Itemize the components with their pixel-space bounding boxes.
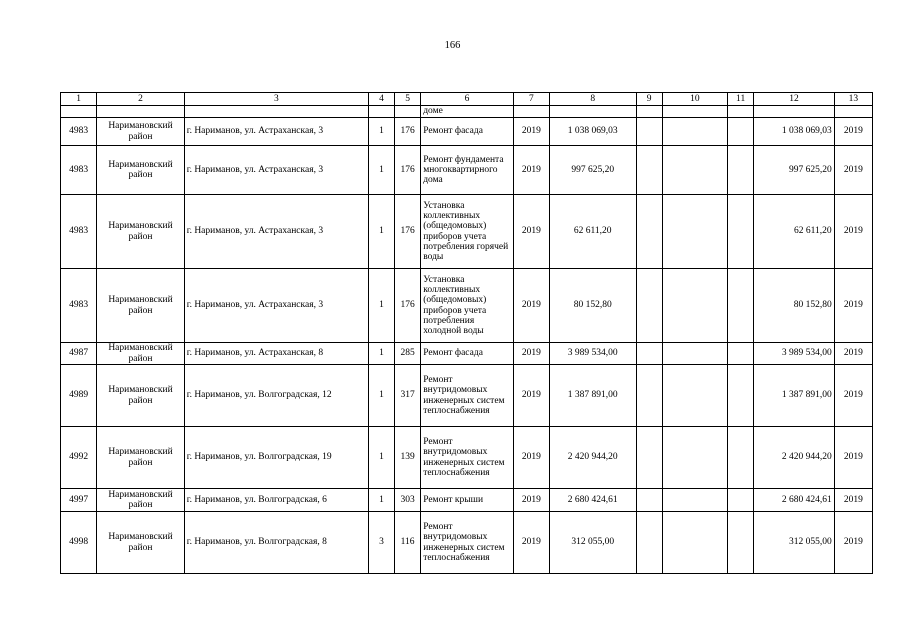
- address-cell: г. Нариманов, ул. Волгоградская, 6: [184, 489, 368, 512]
- col4-cell: 1: [368, 427, 394, 489]
- total-cell: 62 611,20: [754, 195, 834, 269]
- column-header: 6: [421, 93, 514, 106]
- col13-cell: 2019: [834, 146, 872, 195]
- col10-cell: [662, 365, 727, 427]
- col13-cell: 2019: [834, 269, 872, 343]
- cost-cell: 1 038 069,03: [549, 118, 636, 146]
- col4-cell: 1: [368, 269, 394, 343]
- col11-cell: [728, 365, 754, 427]
- col5-cell: 285: [395, 343, 421, 365]
- address-cell: г. Нариманов, ул. Астраханская, 3: [184, 118, 368, 146]
- column-header: 10: [662, 93, 727, 106]
- table-row: [61, 269, 873, 343]
- district-cell: Наримановский район: [97, 365, 185, 427]
- col5-cell: 303: [395, 489, 421, 512]
- row-id-cell: 4998: [61, 512, 97, 574]
- col10-cell: [662, 512, 727, 574]
- district-cell: Наримановский район: [97, 195, 185, 269]
- table-row: [61, 146, 873, 195]
- column-header: 13: [834, 93, 872, 106]
- col4-cell: 1: [368, 146, 394, 195]
- address-cell: г. Нариманов, ул. Астраханская, 3: [184, 146, 368, 195]
- col4-cell: 1: [368, 195, 394, 269]
- col9-cell: [636, 512, 662, 574]
- col13-cell: 2019: [834, 195, 872, 269]
- total-cell: 1 387 891,00: [754, 365, 834, 427]
- address-cell: г. Нариманов, ул. Астраханская, 8: [184, 343, 368, 365]
- year-cell: 2019: [513, 512, 549, 574]
- total-cell: 2 680 424,61: [754, 489, 834, 512]
- col10-cell: [662, 118, 727, 146]
- col5-cell: 176: [395, 146, 421, 195]
- row-id-cell: 4983: [61, 195, 97, 269]
- address-cell: г. Нариманов, ул. Астраханская, 3: [184, 269, 368, 343]
- col13-cell: 2019: [834, 427, 872, 489]
- district-cell: Наримановский район: [97, 269, 185, 343]
- col4-cell: 1: [368, 365, 394, 427]
- column-number-row: [61, 93, 873, 106]
- col5-cell: 116: [395, 512, 421, 574]
- year-cell: 2019: [513, 343, 549, 365]
- col11-cell: [728, 269, 754, 343]
- col10-cell: [662, 489, 727, 512]
- work-type-cell: Ремонт фасада: [421, 118, 514, 146]
- column-header: 4: [368, 93, 394, 106]
- total-cell: 80 152,80: [754, 269, 834, 343]
- col9-cell: [636, 343, 662, 365]
- year-cell: 2019: [513, 118, 549, 146]
- col11-cell: [728, 512, 754, 574]
- column-header: 7: [513, 93, 549, 106]
- work-type-cell: Ремонт внутридомовых инженерных систем теплоснабжения: [421, 427, 514, 489]
- col10-cell: [662, 343, 727, 365]
- column-header: 5: [395, 93, 421, 106]
- district-cell: Наримановский район: [97, 146, 185, 195]
- row-id-cell: 4983: [61, 146, 97, 195]
- col9-cell: [636, 489, 662, 512]
- repair-register-table: [60, 92, 873, 574]
- total-cell: 3 989 534,00: [754, 343, 834, 365]
- col4-cell: 3: [368, 512, 394, 574]
- work-type-cell: Ремонт фасада: [421, 343, 514, 365]
- col11-cell: [728, 146, 754, 195]
- col11-cell: [728, 118, 754, 146]
- row-id-cell: 4997: [61, 489, 97, 512]
- total-cell: 2 420 944,20: [754, 427, 834, 489]
- row-id-cell: 4987: [61, 343, 97, 365]
- column-header: 3: [184, 93, 368, 106]
- col11-cell: [728, 489, 754, 512]
- district-cell: Наримановский район: [97, 118, 185, 146]
- col13-cell: 2019: [834, 118, 872, 146]
- col5-cell: 176: [395, 195, 421, 269]
- table-row: [61, 195, 873, 269]
- col5-cell: 139: [395, 427, 421, 489]
- work-type-cell: Ремонт внутридомовых инженерных систем теплоснабжения: [421, 512, 514, 574]
- table-row: [61, 427, 873, 489]
- district-cell: Наримановский район: [97, 427, 185, 489]
- col10-cell: [662, 269, 727, 343]
- cost-cell: 1 387 891,00: [549, 365, 636, 427]
- col13-cell: 2019: [834, 512, 872, 574]
- cost-cell: 3 989 534,00: [549, 343, 636, 365]
- column-header: 2: [97, 93, 185, 106]
- col13-cell: 2019: [834, 489, 872, 512]
- year-cell: 2019: [513, 269, 549, 343]
- year-cell: 2019: [513, 427, 549, 489]
- table-row: [61, 512, 873, 574]
- column-header: 9: [636, 93, 662, 106]
- cost-cell: 62 611,20: [549, 195, 636, 269]
- cost-cell: 997 625,20: [549, 146, 636, 195]
- address-cell: г. Нариманов, ул. Волгоградская, 12: [184, 365, 368, 427]
- col5-cell: 317: [395, 365, 421, 427]
- col13-cell: 2019: [834, 343, 872, 365]
- col4-cell: 1: [368, 489, 394, 512]
- year-cell: 2019: [513, 365, 549, 427]
- work-type-cell: Установка коллективных (общедомовых) приборов учета потребления горячей воды: [421, 195, 514, 269]
- col9-cell: [636, 118, 662, 146]
- col11-cell: [728, 195, 754, 269]
- work-type-cell: Ремонт крыши: [421, 489, 514, 512]
- col4-cell: 1: [368, 343, 394, 365]
- district-cell: Наримановский район: [97, 489, 185, 512]
- row-id-cell: 4989: [61, 365, 97, 427]
- col10-cell: [662, 195, 727, 269]
- continuation-text: доме: [421, 106, 514, 118]
- address-cell: г. Нариманов, ул. Волгоградская, 19: [184, 427, 368, 489]
- year-cell: 2019: [513, 195, 549, 269]
- work-type-cell: Ремонт фундамента многоквартирного дома: [421, 146, 514, 195]
- year-cell: 2019: [513, 146, 549, 195]
- cost-cell: 2 680 424,61: [549, 489, 636, 512]
- district-cell: Наримановский район: [97, 343, 185, 365]
- column-header: 1: [61, 93, 97, 106]
- table-body: [61, 106, 873, 574]
- total-cell: 312 055,00: [754, 512, 834, 574]
- column-header: 11: [728, 93, 754, 106]
- page-number: 166: [444, 40, 461, 51]
- col10-cell: [662, 427, 727, 489]
- col9-cell: [636, 427, 662, 489]
- district-cell: Наримановский район: [97, 512, 185, 574]
- table-row: [61, 365, 873, 427]
- table-row: [61, 118, 873, 146]
- table-row: [61, 489, 873, 512]
- row-id-cell: 4992: [61, 427, 97, 489]
- cost-cell: 2 420 944,20: [549, 427, 636, 489]
- column-header: 8: [549, 93, 636, 106]
- total-cell: 1 038 069,03: [754, 118, 834, 146]
- col9-cell: [636, 146, 662, 195]
- col5-cell: 176: [395, 269, 421, 343]
- address-cell: г. Нариманов, ул. Астраханская, 3: [184, 195, 368, 269]
- total-cell: 997 625,20: [754, 146, 834, 195]
- column-header: 12: [754, 93, 834, 106]
- col13-cell: 2019: [834, 365, 872, 427]
- col10-cell: [662, 146, 727, 195]
- work-type-cell: Установка коллективных (общедомовых) приборов учета потребления холодной воды: [421, 269, 514, 343]
- year-cell: 2019: [513, 489, 549, 512]
- col9-cell: [636, 365, 662, 427]
- row-id-cell: 4983: [61, 118, 97, 146]
- col11-cell: [728, 427, 754, 489]
- col9-cell: [636, 195, 662, 269]
- table-row: [61, 343, 873, 365]
- cost-cell: 312 055,00: [549, 512, 636, 574]
- continuation-row: [61, 106, 873, 118]
- col4-cell: 1: [368, 118, 394, 146]
- col5-cell: 176: [395, 118, 421, 146]
- col9-cell: [636, 269, 662, 343]
- row-id-cell: 4983: [61, 269, 97, 343]
- cost-cell: 80 152,80: [549, 269, 636, 343]
- col11-cell: [728, 343, 754, 365]
- address-cell: г. Нариманов, ул. Волгоградская, 8: [184, 512, 368, 574]
- work-type-cell: Ремонт внутридомовых инженерных систем теплоснабжения: [421, 365, 514, 427]
